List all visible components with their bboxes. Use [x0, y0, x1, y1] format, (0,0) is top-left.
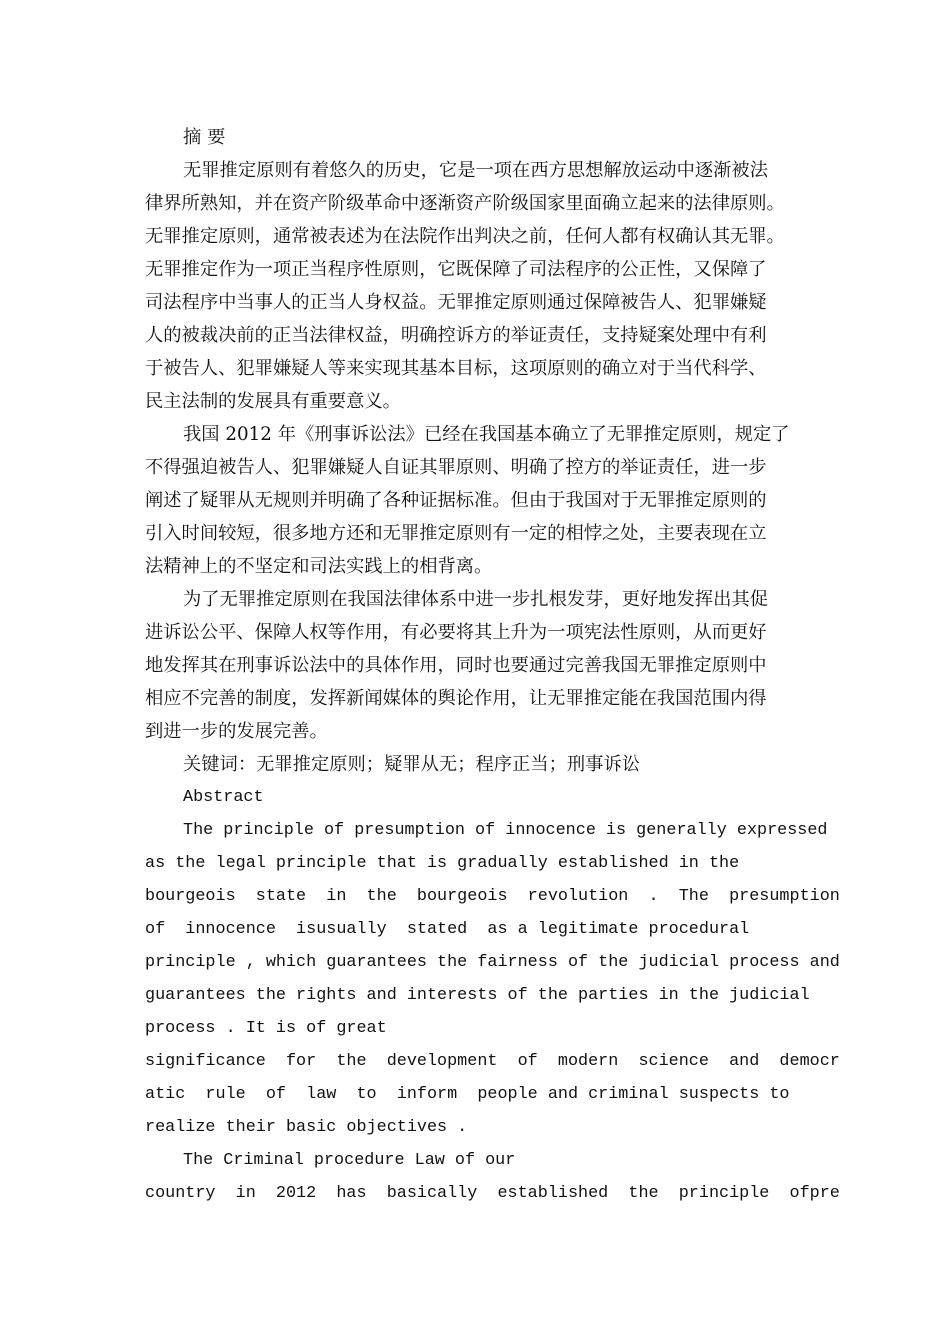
keywords-line: 关键词：无罪推定原则；疑罪从无；程序正当；刑事诉讼: [183, 754, 641, 775]
paragraph-3-line-4: 相应不完善的制度，发挥新闻媒体的舆论作用，让无罪推定能在我国范围内得: [145, 688, 767, 709]
abstract-title: Abstract: [183, 788, 264, 807]
english-line-10: realize their basic objectives .: [145, 1118, 468, 1137]
abstract-heading: 摘 要: [183, 127, 226, 148]
paragraph-1-line-4: 无罪推定作为一项正当程序性原则，它既保障了司法程序的公正性，又保障了: [145, 259, 767, 280]
paragraph-3-line-5: 到进一步的发展完善。: [145, 721, 328, 742]
paragraph-1-line-6: 人的被裁决前的正当法律权益，明确控诉方的举证责任，支持疑案处理中有利: [145, 325, 767, 346]
english-line-12: country in 2012 has basically established the principle ofpre: [145, 1184, 840, 1203]
paragraph-1-line-2: 律界所熟知，并在资产阶级革命中逐渐资产阶级国家里面确立起来的法律原则。: [145, 193, 785, 214]
english-line-11: The Criminal procedure Law of our: [183, 1151, 516, 1170]
english-line-8: significance for the development of modern science and democr: [145, 1052, 840, 1071]
english-line-5: principle , which guarantees the fairness of the judicial process and: [145, 953, 840, 972]
english-line-7: process . It is of great: [145, 1019, 387, 1038]
paragraph-1-line-3: 无罪推定原则，通常被表述为在法院作出判决之前，任何人都有权确认其无罪。: [145, 226, 785, 247]
paragraph-1-line-7: 于被告人、犯罪嫌疑人等来实现其基本目标，这项原则的确立对于当代科学、: [145, 358, 767, 379]
paragraph-2-line-5: 法精神上的不坚定和司法实践上的相背离。: [145, 556, 493, 577]
english-line-1: The principle of presumption of innocence is generally expressed: [183, 821, 828, 840]
paragraph-1-line-8: 民主法制的发展具有重要意义。: [145, 391, 401, 412]
english-line-6: guarantees the rights and interests of the parties in the judicial: [145, 986, 810, 1005]
paragraph-2-line-4: 引入时间较短，很多地方还和无罪推定原则有一定的相悖之处，主要表现在立: [145, 523, 767, 544]
paragraph-3-line-1: 为了无罪推定原则在我国法律体系中进一步扎根发芽，更好地发挥出其促: [183, 589, 768, 610]
paragraph-2-line-3: 阐述了疑罪从无规则并明确了各种证据标准。但由于我国对于无罪推定原则的: [145, 490, 767, 511]
english-line-9: atic rule of law to inform people and criminal suspects to: [145, 1085, 790, 1104]
paragraph-1-line-1: 无罪推定原则有着悠久的历史，它是一项在西方思想解放运动中逐渐被法: [183, 160, 768, 181]
paragraph-1-line-5: 司法程序中当事人的正当人身权益。无罪推定原则通过保障被告人、犯罪嫌疑: [145, 292, 767, 313]
paragraph-2-line-1: 我国 2012 年《刑事诉讼法》已经在我国基本确立了无罪推定原则，规定了: [183, 424, 790, 445]
english-line-2: as the legal principle that is gradually established in the: [145, 854, 740, 873]
english-line-4: of innocence isusually stated as a legitimate procedural: [145, 920, 750, 939]
paragraph-2-line-2: 不得强迫被告人、犯罪嫌疑人自证其罪原则、明确了控方的举证责任，进一步: [145, 457, 767, 478]
english-line-3: bourgeois state in the bourgeois revolution . The presumption: [145, 887, 840, 906]
paragraph-3-line-3: 地发挥其在刑事诉讼法中的具体作用，同时也要通过完善我国无罪推定原则中: [145, 655, 767, 676]
paragraph-3-line-2: 进诉讼公平、保障人权等作用，有必要将其上升为一项宪法性原则，从而更好: [145, 622, 767, 643]
